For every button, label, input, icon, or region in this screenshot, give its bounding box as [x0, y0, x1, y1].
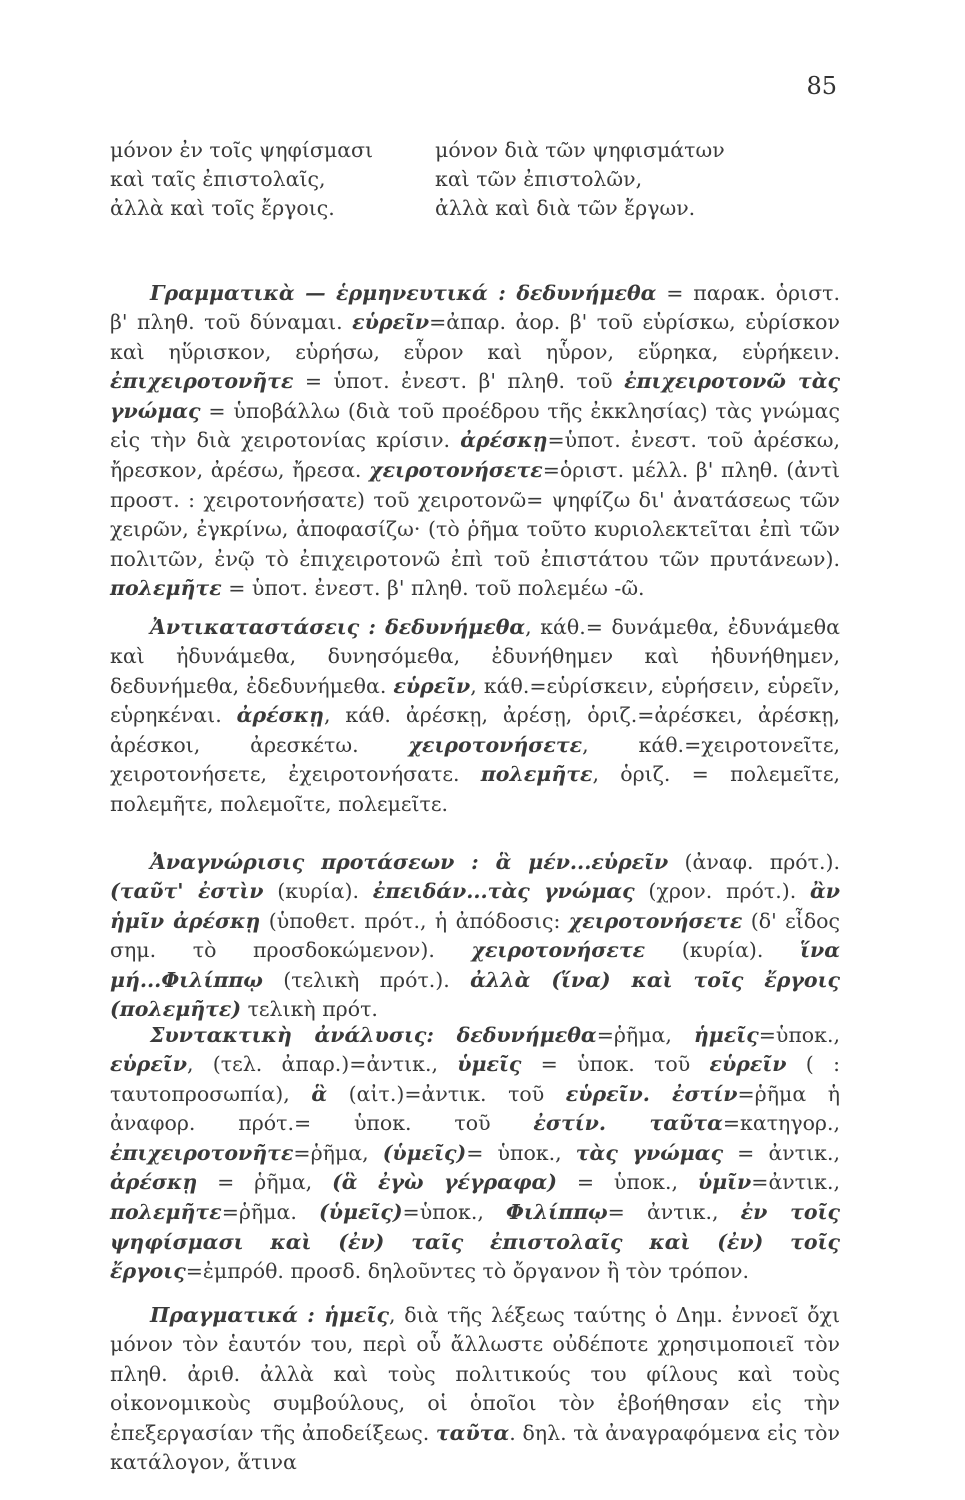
text-run: , κάθ.=χειροτονεῖτε, χειροτονήσετε, ἐχειροτονήσατε. [110, 732, 840, 787]
emphasized-term: ἡμεῖς [693, 1022, 759, 1047]
emphasized-term: πολεμῆτε [110, 576, 222, 601]
text-run: (ἀναφ. πρότ.). [668, 849, 840, 874]
page-number: 85 [806, 72, 837, 100]
emphasized-term: ἃ [311, 1081, 328, 1106]
emphasized-term: Πραγματικά : ἡμεῖς [150, 1302, 389, 1327]
emphasized-term: ἀρέσκῃ [110, 1170, 198, 1195]
grammar-paragraph [110, 279, 840, 605]
emphasized-term: χειροτονήσετε [408, 732, 583, 757]
text-run: = ὑποτ. ἐνεστ. β' πληθ. τοῦ [293, 369, 625, 394]
emphasized-term: ὑμεῖς [457, 1052, 522, 1077]
text-run: =ῥῆμα, [596, 1022, 694, 1047]
emphasized-term: πολεμῆτε [480, 762, 593, 787]
ancient-line: καὶ ταῖς ἐπιστολαῖς, [110, 167, 326, 191]
text-run: =κατηγορ., [722, 1111, 840, 1136]
text-run: = ἀντικ., [607, 1200, 741, 1225]
clause-recognition-paragraph [110, 848, 840, 1026]
emphasized-term: ἐπιχειροτονῶ τὰς γνώμας [110, 369, 840, 423]
text-run: = ῥῆμα, [197, 1170, 333, 1195]
text-run: =ἀπαρ. ἀορ. β' τοῦ εὑρίσκω, εὑρίσκον καὶ ηὕρισκον, εὑρήσω, εὗρον καὶ ηὗρον, εὕρηκα, εὑρήκειν. [110, 310, 840, 364]
emphasized-term: χειροτονήσετε [471, 938, 646, 963]
translation-line: μόνον διὰ τῶν ψηφισμάτων [435, 138, 725, 162]
translation-column [435, 136, 815, 223]
text-run: , κάθ.= δυνάμεθα, ἐδυνάμεθα καὶ ἠδυνάμεθα, δυνησόμεθα, ἐδυνήθημεν καὶ ἠδυνήθημεν, δεδυνήμεθα, ἐδεδυνήμεθα. [110, 614, 840, 698]
syntax-analysis-paragraph [110, 1021, 840, 1287]
ancient-line: ἀλλὰ καὶ τοῖς ἔργοις. [110, 196, 335, 220]
text-run: τελικὴ πρότ. [241, 997, 378, 1022]
emphasized-term: Ἀναγνώρισις προτάσεων : ἃ μέν...εὑρεῖν [150, 849, 669, 874]
emphasized-term: χειροτονήσετε [369, 458, 543, 483]
text-run: . δηλ. τὰ ἀναγραφόμενα εἰς τὸν κατάλογον, ἅτινα [110, 1420, 840, 1475]
emphasized-term: Συντακτικὴ ἀνάλυσις: δεδυνήμεθα [150, 1022, 597, 1047]
emphasized-term: εὑρεῖν [393, 673, 471, 698]
emphasized-term: ἐπιχειροτονῆτε [110, 1140, 294, 1165]
text-run: =ὁριστ. μέλλ. β' πληθ. (ἀντὶ προστ. : χειροτονήσατε) τοῦ χειροτονῶ= ψηφίζω δι' ἀνατάσεως τῶν χειρῶν, ἐγκρίνω, ἀποφασίζω· (τὸ ῥῆμα τοῦτο κυριολεκτεῖται ἐπὶ τῶν πολιτῶν, ἐνῷ τὸ ἐπιχειροτονῶ ἐπὶ τοῦ ἐπιστάτου τῶν πρυτάνεων). [110, 458, 840, 571]
emphasized-term: χειροτονήσετε [568, 908, 743, 933]
text-run: =ὑποκ., [758, 1022, 840, 1047]
text-run: (κυρία). [645, 938, 801, 963]
text-run: , διὰ τῆς λέξεως ταύτης ὁ Δημ. ἐννοεῖ ὄχι μόνον τὸν ἑαυτόν του, περὶ οὗ ἄλλωστε οὐδέποτε χρησιμοποιεῖ τὸν πληθ. ἀριθ. ἀλλὰ καὶ τοὺς πολιτικούς του φίλους καὶ τοὺς οἰκονομικοὺς συμβούλους, οἱ ὁποῖοι τὸν ἐβοήθησαν εἰς τὴν ἐπεξεργασίαν τῆς ἀποδείξεως. [110, 1302, 840, 1445]
emphasized-term: πολεμῆτε [110, 1200, 222, 1225]
emphasized-term: ὑμῖν [697, 1170, 752, 1195]
emphasized-term: ἵνα μή...Φιλίππῳ [110, 938, 840, 992]
emphasized-term: (ταῦτ' ἐστὶν [110, 879, 264, 904]
ancient-line: μόνον ἐν τοῖς ψηφίσμασι [110, 138, 374, 162]
emphasized-term: ἂν ἡμῖν ἀρέσκῃ [110, 879, 840, 933]
text-run: =ῥῆμα, [293, 1140, 383, 1165]
emphasized-term: εὑρεῖν [110, 1052, 187, 1077]
text-run: , (τελ. ἀπαρ.)=ἀντικ., [186, 1052, 458, 1077]
text-run: , ὁριζ. = πολεμεῖτε, πολεμῆτε, πολεμοῖτε, πολεμεῖτε. [110, 762, 840, 817]
text-run: =ὑποτ. ἐνεστ. τοῦ ἀρέσκω, ἤρεσκον, ἀρέσω, ἤρεσα. [110, 428, 840, 483]
text-run: =ῥῆμα ἡ ἀναφορ. πρότ.= ὑποκ. τοῦ [110, 1081, 840, 1136]
substitutions-paragraph [110, 613, 840, 820]
text-run: = ὑποτ. ἐνεστ. β' πληθ. τοῦ πολεμέω -ῶ. [221, 576, 645, 601]
emphasized-term: εὑρεῖν [709, 1052, 787, 1077]
factual-notes-paragraph [110, 1301, 840, 1479]
emphasized-term: (ὑμεῖς) [382, 1140, 467, 1165]
emphasized-term: τὰς γνώμας [575, 1140, 724, 1165]
emphasized-term: εὑρεῖν [352, 310, 430, 335]
text-run: (τελικὴ πρότ.). [262, 967, 471, 992]
text-run: =ἐμπρόθ. προσδ. δηλοῦντες τὸ ὄργανον ἢ τὸν τρόπον. [185, 1259, 749, 1284]
text-run: = ὑποκ. τοῦ [521, 1052, 710, 1077]
text-run: =ὑποκ., [402, 1200, 507, 1225]
emphasized-term: Φιλίππῳ [506, 1200, 608, 1225]
text-run: (κυρία). [263, 879, 373, 904]
text-run: , κάθ. ἀρέσκῃ, ἀρέσῃ, ὁριζ.=ἀρέσκει, ἀρέσκῃ, ἀρέσκοι, ἀρεσκέτω. [110, 703, 840, 757]
text-run: (δ' εἶδος σημ. τὸ προσδοκώμενον). [110, 908, 840, 963]
text-run: = ἀντικ., [723, 1140, 840, 1165]
emphasized-term: ἐπειδάν...τὰς γνώμας [372, 879, 635, 904]
text-run: = παρακ. ὁριστ. β' πληθ. τοῦ δύναμαι. [110, 280, 840, 335]
emphasized-term: ἐν τοῖς ψηφίσμασι καὶ (ἐν) ταῖς ἐπιστολαῖς καὶ (ἐν) τοῖς ἔργοις [110, 1200, 840, 1284]
text-run: (αἰτ.)=ἀντικ. τοῦ [327, 1081, 566, 1106]
emphasized-term: (ὑμεῖς) [319, 1200, 403, 1225]
text-run: (χρον. πρότ.). [634, 879, 810, 904]
emphasized-term: Ἀντικαταστάσεις : δεδυνήμεθα [150, 614, 526, 639]
emphasized-term: ἀλλὰ (ἵνα) καὶ τοῖς ἔργοις (πολεμῆτε) [110, 967, 840, 1022]
emphasized-term: Γραμματικὰ — ἑρμηνευτικά : δεδυνήμεθα [150, 280, 657, 305]
text-run: = ὑποβάλλω (διὰ τοῦ προέδρου τῆς ἐκκλησίας) τὰς γνώμας εἰς τὴν διὰ χειροτονίας κρίσιν. [110, 398, 840, 453]
emphasized-term: ἀρέσκῃ [460, 428, 548, 453]
emphasized-term: ἀρέσκῃ [236, 703, 324, 728]
emphasized-term: ταῦτα [435, 1420, 510, 1445]
text-run: =ῥῆμα. [221, 1200, 320, 1225]
emphasized-term: εὑρεῖν. ἐστίν [565, 1081, 738, 1106]
text-run: = ὑποκ., [466, 1140, 576, 1165]
parallel-columns [110, 136, 830, 223]
text-run: = ὑποκ., [557, 1170, 698, 1195]
ancient-text-column [110, 136, 435, 223]
emphasized-term: ἐστίν. ταῦτα [533, 1111, 723, 1136]
emphasized-term: (ἃ ἐγὼ γέγραφα) [332, 1170, 557, 1195]
translation-line: καὶ τῶν ἐπιστολῶν, [435, 167, 643, 191]
translation-line: ἀλλὰ καὶ διὰ τῶν ἔργων. [435, 196, 696, 220]
text-run: ( : ταυτοπροσωπία), [110, 1052, 841, 1106]
emphasized-term: ἐπιχειροτονῆτε [110, 369, 294, 394]
text-run: =ἀντικ., [751, 1170, 840, 1195]
text-run: , κάθ.=εὑρίσκειν, εὑρήσειν, εὑρεῖν, εὑρηκέναι. [110, 673, 840, 728]
text-run: (ὑποθετ. πρότ., ἡ ἀπόδοσις: [260, 908, 569, 933]
